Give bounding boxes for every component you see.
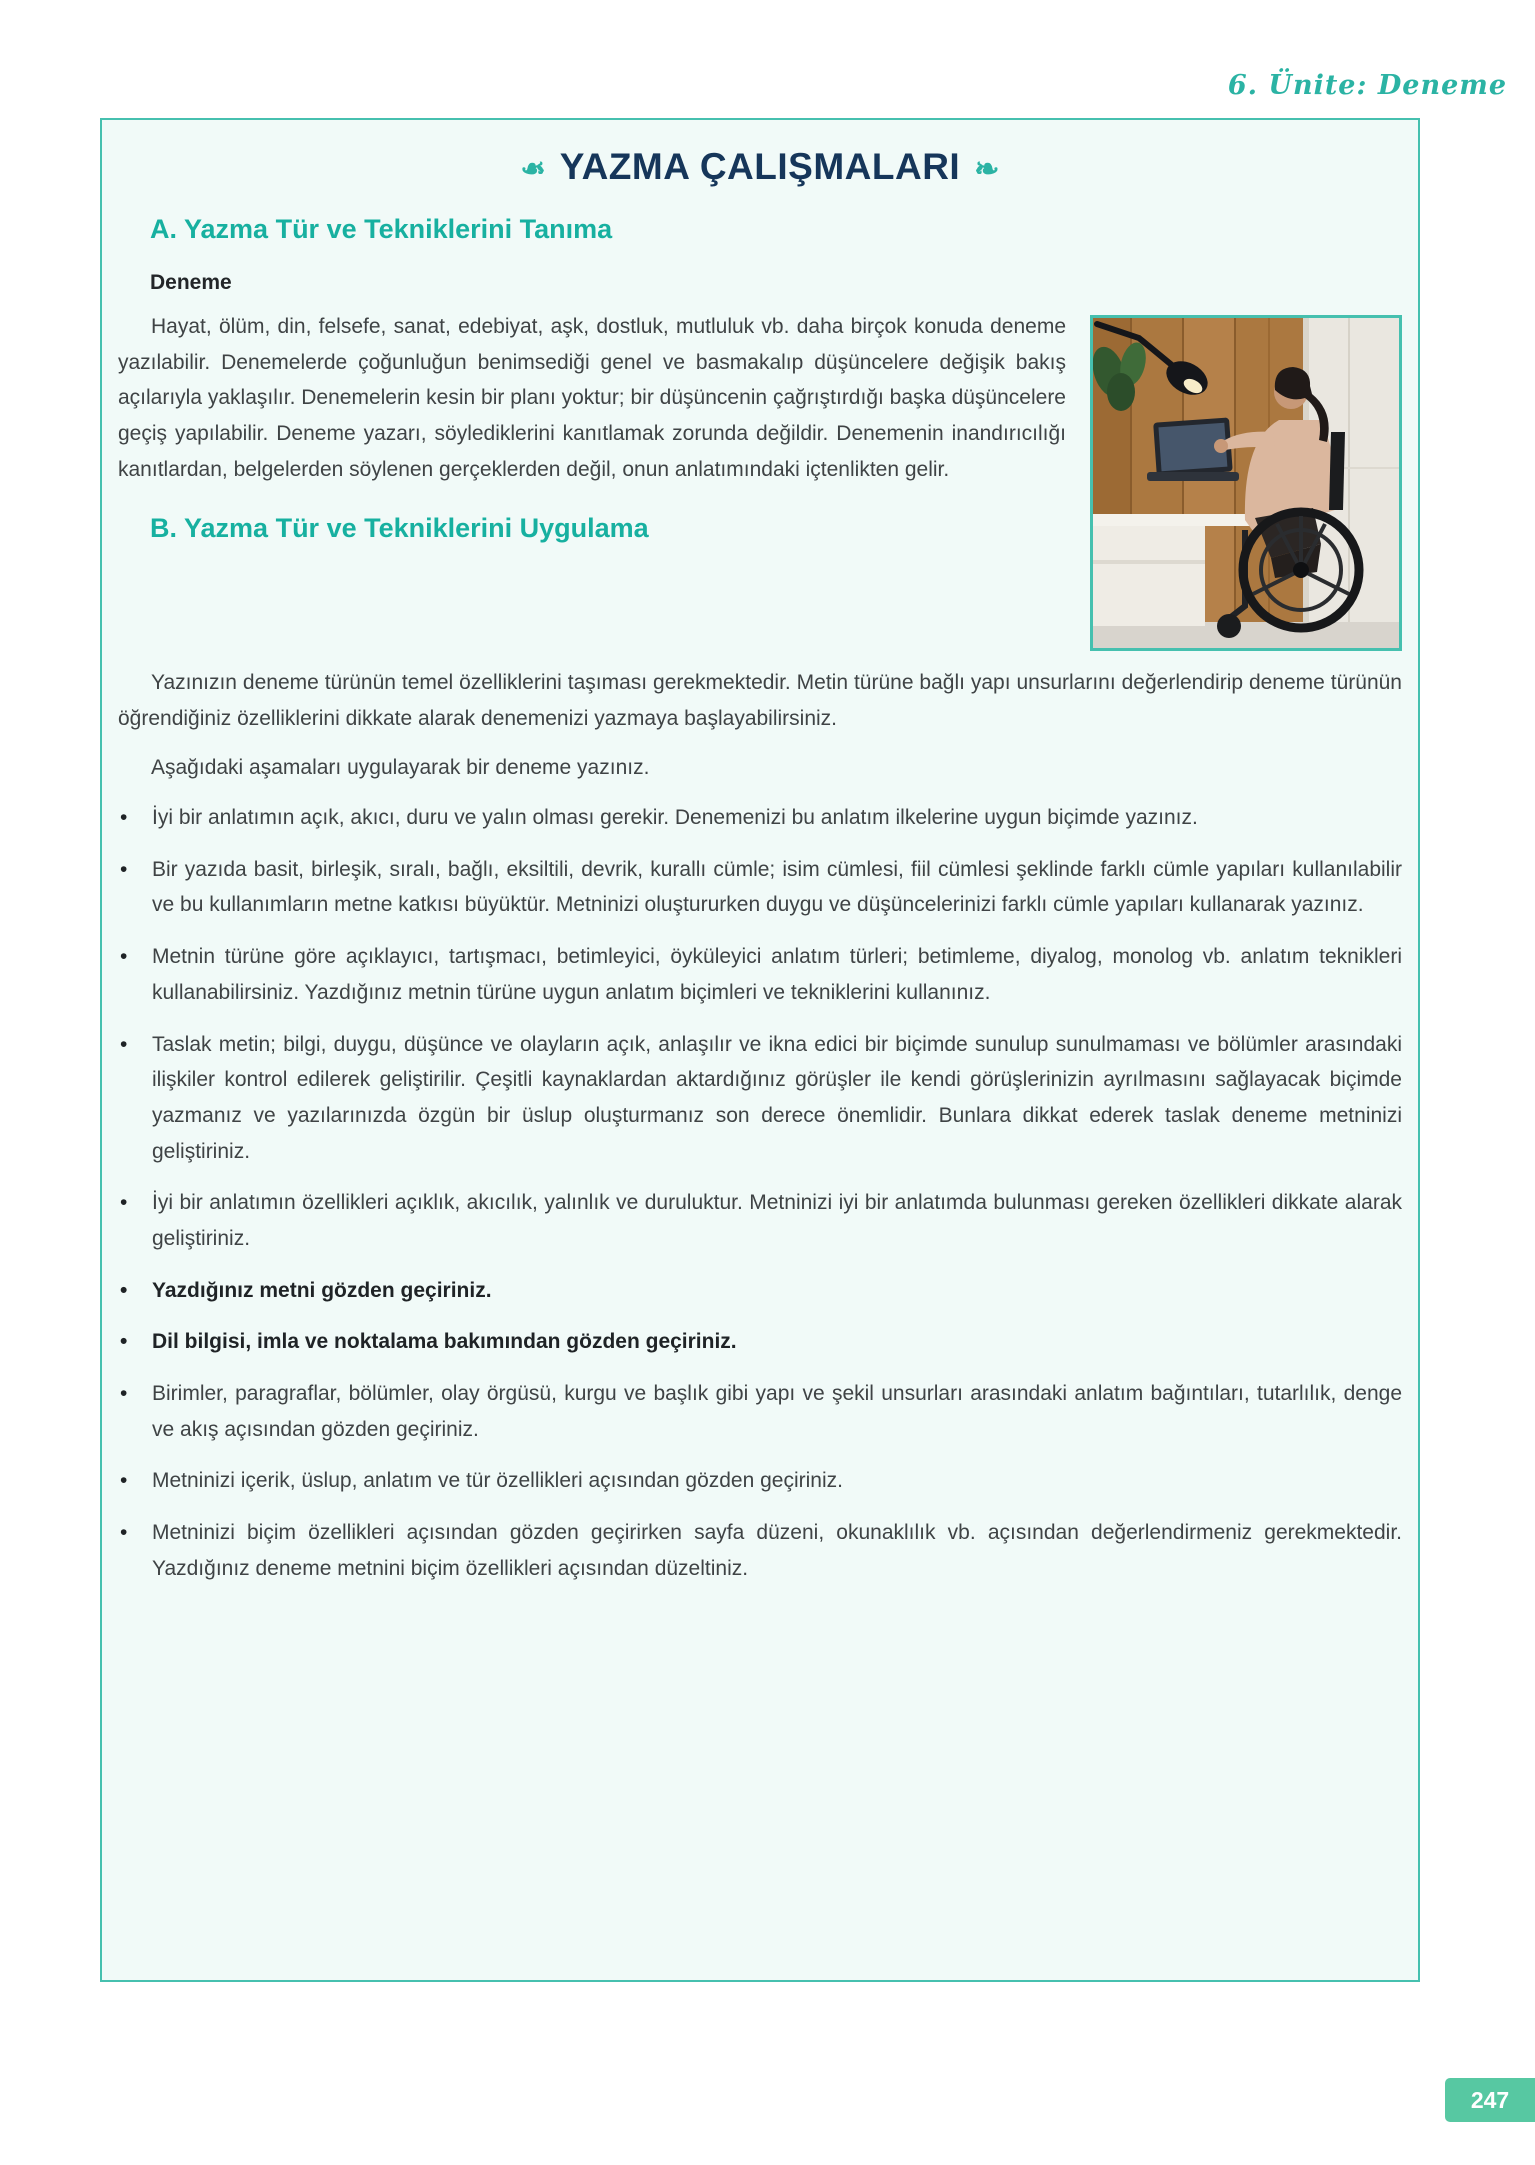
step-item: • Metnin türüne göre açıklayıcı, tartışmacı, betimleyici, öyküleyici anlatım türleri; betimleme, diyalog, monolog vb. anlatım teknikleri kullanabilirsiniz. Yazdığınız metnin türüne uygun anlatım biçimleri ve tekniklerini kullanınız. [118,939,1402,1010]
step-item: • Yazdığınız metni gözden geçiriniz. [118,1273,1402,1309]
step-item: • İyi bir anlatımın açık, akıcı, duru ve yalın olması gerekir. Denemenizi bu anlatım ilkelerine uygun biçimde yazınız. [118,800,1402,836]
page-number-badge: 247 [1445,2078,1535,2122]
step-item: • Metninizi içerik, üslup, anlatım ve tür özellikleri açısından gözden geçiriniz. [118,1463,1402,1499]
section-a-paragraph: Hayat, ölüm, din, felsefe, sanat, edebiyat, aşk, dostluk, mutluluk vb. daha birçok konuda deneme yazılabilir. Denemelerde çoğunluğun benimsediği genel ve basmakalıp düşüncelere değişik bakış açılarıyla yaklaşılır. Denemelerin kesin bir planı yoktur; bir düşüncenin çağrıştırdığı başka düşüncelere geçiş yapılabilir. Deneme yazarı, söylediklerini kanıtlamak zorunda değildir. Denemenin inandırıcılığı kanıtlardan, belgelerden söylenen gerçeklerden değil, onun anlatımındaki içtenlikten gelir. [118,315,1066,481]
page-title-text: YAZMA ÇALIŞMALARI [559,146,961,187]
content-box [100,118,1420,1982]
steps-list [118,800,1402,1586]
woman-in-wheelchair-at-desk-photo [1090,315,1402,651]
step-item: • Metninizi biçim özellikleri açısından gözden geçirirken sayfa düzeni, okunaklılık vb. açısından değerlendirmeniz gerekmektedir. Yazdığınız deneme metnini biçim özellikleri açısından düzeltiniz. [118,1515,1402,1586]
step-item: • Birimler, paragraflar, bölümler, olay örgüsü, kurgu ve başlık gibi yapı ve şekil unsurları arasındaki anlatım bağıntıları, tutarlılık, denge ve akış açısından gözden geçiriniz. [118,1376,1402,1447]
section-b-intro: Yazınızın deneme türünün temel özelliklerini taşıması gerekmektedir. Metin türüne bağlı yapı unsurlarını değerlendirip deneme türünün öğrendiğiniz özelliklerini dikkate alarak denemenizi yazmaya başlayabilirsiniz. [118,671,1402,730]
fleuron-left-icon: ❧ [520,152,546,186]
step-item: • İyi bir anlatımın özellikleri açıklık, akıcılık, yalınlık ve duruluktur. Metninizi iyi bir anlatımda bulunması gereken özellikleri dikkate alarak geliştiriniz. [118,1185,1402,1256]
step-item: • Taslak metin; bilgi, duygu, düşünce ve olayların açık, anlaşılır ve ikna edici bir biçimde sunulup sunulmaması ve bölümler arasındaki ilişkiler kontrol edilerek geliştirilir. Çeşitli kaynaklardan aktardığınız görüşler ile kendi görüşlerinizin ayrılmasını sağlayacak biçimde yazmanız ve yazılarınızda özgün bir üslup oluşturmanız son derece önemlidir. Bunlara dikkat ederek taslak deneme metninizi geliştiriniz. [118,1027,1402,1170]
fleuron-right-icon: ❧ [974,152,1000,186]
unit-header: 6. Ünite: Deneme [1227,70,1507,101]
step-item: • Dil bilgisi, imla ve noktalama bakımından gözden geçiriniz. [118,1324,1402,1360]
section-a-heading: A. Yazma Tür ve Tekniklerini Tanıma [150,214,613,244]
section-b-heading: B. Yazma Tür ve Tekniklerini Uygulama [150,513,649,544]
section-b-lead: Aşağıdaki aşamaları uygulayarak bir deneme yazınız. [151,756,650,780]
page-title [118,146,1402,188]
step-item: • Bir yazıda basit, birleşik, sıralı, bağlı, eksiltili, devrik, kurallı cümle; isim cümlesi, fiil cümlesi şeklinde farklı cümle yapıları kullanılabilir ve bu kullanımların metne katkısı büyüktür. Metninizi oluştururken duygu ve düşüncelerinizi farklı cümle yapıları kullanarak yazınız. [118,852,1402,923]
deneme-subheading: Deneme [150,271,232,294]
photo-illustration [1093,318,1399,648]
